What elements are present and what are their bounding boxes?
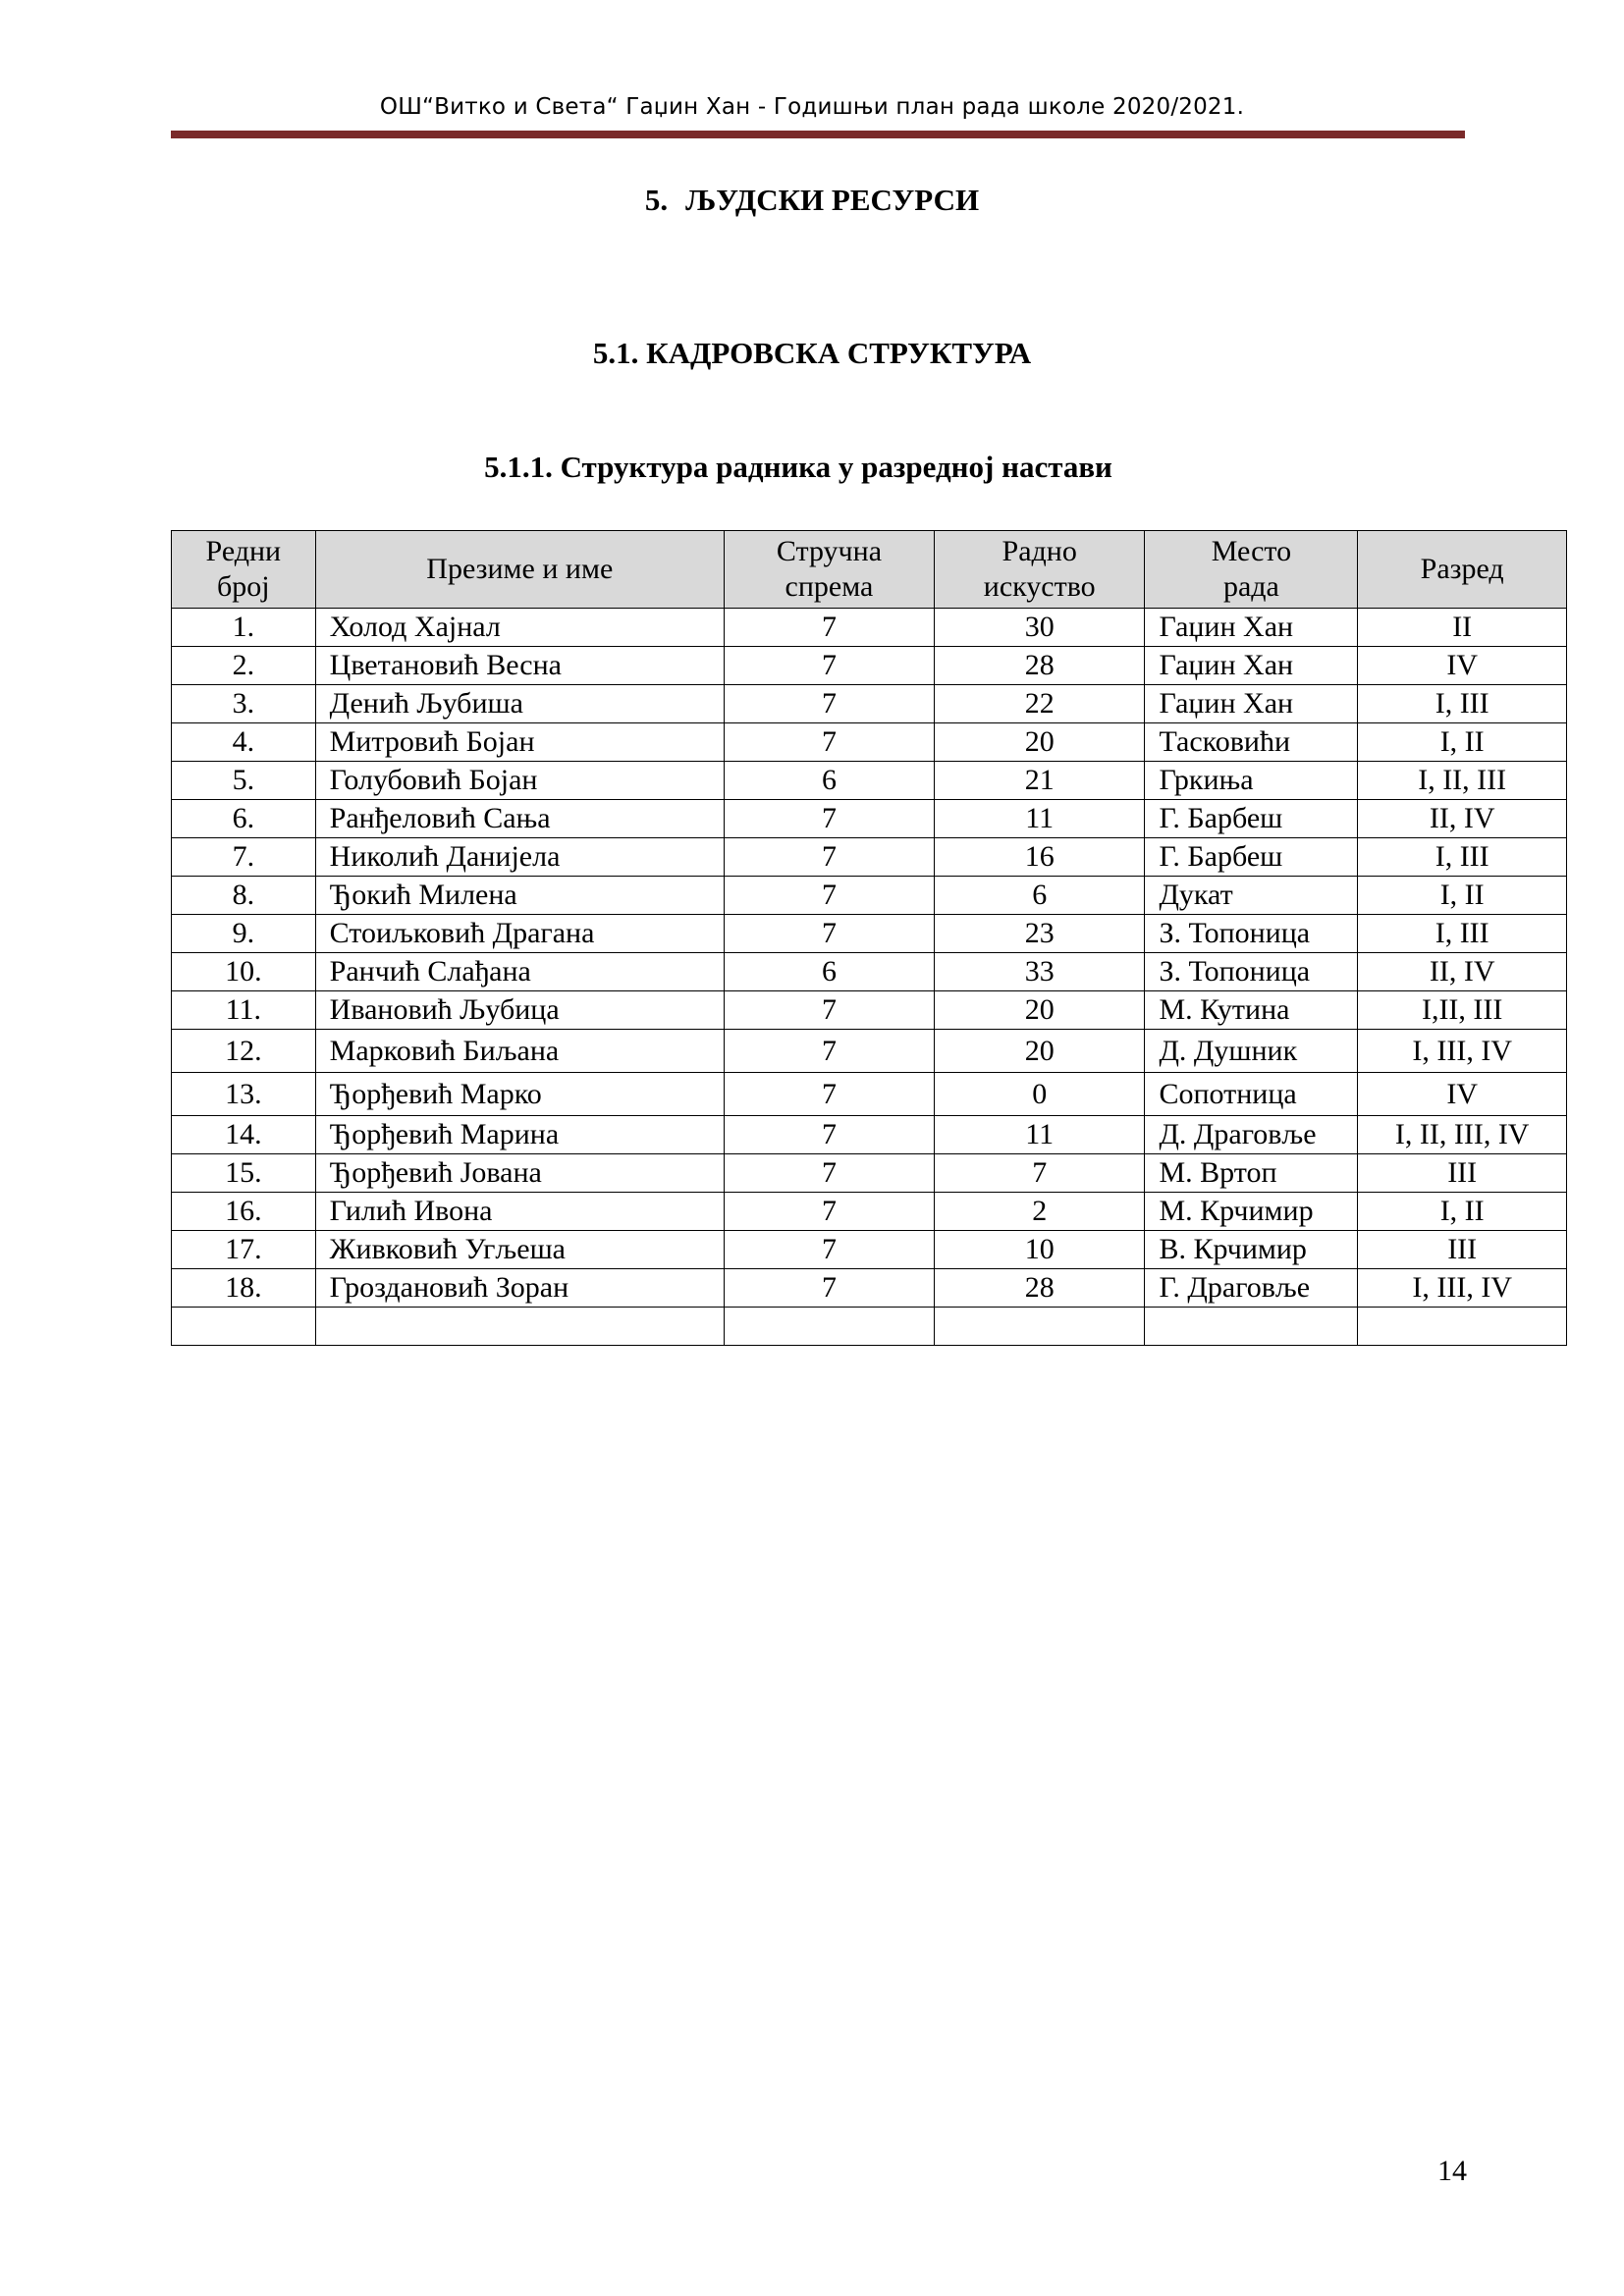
cell-workplace: Д. Драговље bbox=[1145, 1116, 1358, 1154]
cell-education: 7 bbox=[724, 838, 934, 877]
running-header: ОШ“Витко и Света“ Гаџин Хан - Годишњи план рада школе 2020/2021. bbox=[379, 94, 1245, 120]
cell-grade: I, II bbox=[1358, 723, 1567, 762]
cell-grade: I,II, III bbox=[1358, 991, 1567, 1030]
cell-name: Гилић Ивона bbox=[315, 1193, 724, 1231]
cell-name: Ранђеловић Сања bbox=[315, 800, 724, 838]
cell-num: 11. bbox=[172, 991, 316, 1030]
cell-grade: II, IV bbox=[1358, 800, 1567, 838]
cell-workplace: М. Вртоп bbox=[1145, 1154, 1358, 1193]
table-row bbox=[172, 991, 1567, 1030]
cell-experience: 11 bbox=[934, 800, 1145, 838]
cell-grade: I, III, IV bbox=[1358, 1269, 1567, 1308]
cell-name: Голубовић Бојан bbox=[315, 762, 724, 800]
cell-experience: 11 bbox=[934, 1116, 1145, 1154]
cell-education: 7 bbox=[724, 1231, 934, 1269]
cell-grade: I, III bbox=[1358, 838, 1567, 877]
cell-education: 7 bbox=[724, 1030, 934, 1073]
cell-education: 7 bbox=[724, 800, 934, 838]
cell-name: Ђокић Милена bbox=[315, 877, 724, 915]
cell-experience: 2 bbox=[934, 1193, 1145, 1231]
cell-experience: 30 bbox=[934, 609, 1145, 647]
cell-workplace: З. Топоница bbox=[1145, 953, 1358, 991]
cell-num: 2. bbox=[172, 647, 316, 685]
cell-grade: I, II bbox=[1358, 1193, 1567, 1231]
cell-education: 6 bbox=[724, 762, 934, 800]
cell-workplace: Г. Барбеш bbox=[1145, 838, 1358, 877]
cell-education: 7 bbox=[724, 1269, 934, 1308]
cell-num: 5. bbox=[172, 762, 316, 800]
cell-name bbox=[315, 1308, 724, 1346]
cell-num: 17. bbox=[172, 1231, 316, 1269]
cell-education: 7 bbox=[724, 609, 934, 647]
cell-name: Николић Данијела bbox=[315, 838, 724, 877]
cell-num: 13. bbox=[172, 1073, 316, 1116]
table-row bbox=[172, 647, 1567, 685]
table-row bbox=[172, 1030, 1567, 1073]
cell-experience: 20 bbox=[934, 991, 1145, 1030]
cell-grade bbox=[1358, 1308, 1567, 1346]
cell-education: 7 bbox=[724, 877, 934, 915]
cell-experience: 21 bbox=[934, 762, 1145, 800]
cell-experience: 33 bbox=[934, 953, 1145, 991]
table-header-row bbox=[172, 531, 1567, 609]
cell-education: 7 bbox=[724, 685, 934, 723]
cell-name: Стоиљковић Драгана bbox=[315, 915, 724, 953]
cell-education: 7 bbox=[724, 647, 934, 685]
cell-experience: 10 bbox=[934, 1231, 1145, 1269]
cell-num: 9. bbox=[172, 915, 316, 953]
cell-name: Марковић Биљана bbox=[315, 1030, 724, 1073]
header-rule bbox=[171, 131, 1465, 138]
cell-education: 7 bbox=[724, 915, 934, 953]
table-row bbox=[172, 915, 1567, 953]
cell-grade: I, III, IV bbox=[1358, 1030, 1567, 1073]
table-row bbox=[172, 1269, 1567, 1308]
table-row bbox=[172, 723, 1567, 762]
cell-name: Холод Хајнал bbox=[315, 609, 724, 647]
cell-num bbox=[172, 1308, 316, 1346]
cell-num: 14. bbox=[172, 1116, 316, 1154]
header-num: Редни број bbox=[172, 531, 316, 609]
cell-name: Денић Љубиша bbox=[315, 685, 724, 723]
cell-workplace: Тасковићи bbox=[1145, 723, 1358, 762]
cell-experience: 20 bbox=[934, 723, 1145, 762]
cell-workplace: Гаџин Хан bbox=[1145, 647, 1358, 685]
cell-name: Ђорђевић Марко bbox=[315, 1073, 724, 1116]
cell-workplace: Сопотница bbox=[1145, 1073, 1358, 1116]
cell-grade: III bbox=[1358, 1154, 1567, 1193]
cell-experience: 28 bbox=[934, 1269, 1145, 1308]
cell-experience bbox=[934, 1308, 1145, 1346]
cell-education: 7 bbox=[724, 1154, 934, 1193]
cell-education: 7 bbox=[724, 1193, 934, 1231]
table-row bbox=[172, 953, 1567, 991]
cell-experience: 20 bbox=[934, 1030, 1145, 1073]
cell-name: Ивановић Љубица bbox=[315, 991, 724, 1030]
cell-education bbox=[724, 1308, 934, 1346]
cell-workplace: Гаџин Хан bbox=[1145, 685, 1358, 723]
cell-education: 7 bbox=[724, 1116, 934, 1154]
cell-workplace: Г. Барбеш bbox=[1145, 800, 1358, 838]
cell-grade: I, II, III bbox=[1358, 762, 1567, 800]
cell-education: 6 bbox=[724, 953, 934, 991]
header-experience: Радно искуство bbox=[934, 531, 1145, 609]
table-row bbox=[172, 838, 1567, 877]
cell-experience: 23 bbox=[934, 915, 1145, 953]
cell-name: Ђорђевић Марина bbox=[315, 1116, 724, 1154]
cell-grade: I, II, III, IV bbox=[1358, 1116, 1567, 1154]
cell-num: 8. bbox=[172, 877, 316, 915]
table-row bbox=[172, 877, 1567, 915]
cell-num: 12. bbox=[172, 1030, 316, 1073]
cell-num: 4. bbox=[172, 723, 316, 762]
table-row bbox=[172, 609, 1567, 647]
table-row bbox=[172, 800, 1567, 838]
cell-workplace: М. Крчимир bbox=[1145, 1193, 1358, 1231]
cell-education: 7 bbox=[724, 1073, 934, 1116]
cell-name: Ђорђевић Јована bbox=[315, 1154, 724, 1193]
cell-num: 15. bbox=[172, 1154, 316, 1193]
header-education: Стручна спрема bbox=[724, 531, 934, 609]
header-name: Презиме и име bbox=[315, 531, 724, 609]
cell-workplace: Гркиња bbox=[1145, 762, 1358, 800]
table-row bbox=[172, 1116, 1567, 1154]
cell-grade: IV bbox=[1358, 647, 1567, 685]
cell-num: 18. bbox=[172, 1269, 316, 1308]
cell-workplace: Г. Драговље bbox=[1145, 1269, 1358, 1308]
cell-num: 10. bbox=[172, 953, 316, 991]
cell-num: 1. bbox=[172, 609, 316, 647]
cell-workplace: Д. Душник bbox=[1145, 1030, 1358, 1073]
cell-num: 6. bbox=[172, 800, 316, 838]
chapter-title: ЉУДСКИ РЕСУРСИ bbox=[685, 183, 980, 217]
cell-name: Цветановић Весна bbox=[315, 647, 724, 685]
cell-num: 7. bbox=[172, 838, 316, 877]
cell-workplace: Гаџин Хан bbox=[1145, 609, 1358, 647]
cell-name: Грoздановић Зоран bbox=[315, 1269, 724, 1308]
table-row bbox=[172, 685, 1567, 723]
cell-experience: 6 bbox=[934, 877, 1145, 915]
subsection-heading: 5.1.1. Структура радника у разредној настави bbox=[484, 450, 1112, 484]
cell-grade: I, II bbox=[1358, 877, 1567, 915]
cell-experience: 22 bbox=[934, 685, 1145, 723]
header-grade: Разред bbox=[1358, 531, 1567, 609]
cell-workplace bbox=[1145, 1308, 1358, 1346]
chapter-heading bbox=[0, 183, 1624, 218]
cell-experience: 28 bbox=[934, 647, 1145, 685]
cell-experience: 16 bbox=[934, 838, 1145, 877]
cell-grade: III bbox=[1358, 1231, 1567, 1269]
page-number: 14 bbox=[1437, 2155, 1467, 2187]
cell-education: 7 bbox=[724, 723, 934, 762]
header-workplace: Место рада bbox=[1145, 531, 1358, 609]
cell-name: Митровић Бојан bbox=[315, 723, 724, 762]
table-row bbox=[172, 1154, 1567, 1193]
cell-workplace: М. Кутина bbox=[1145, 991, 1358, 1030]
cell-grade: I, III bbox=[1358, 685, 1567, 723]
staff-table bbox=[171, 530, 1567, 1346]
table-row bbox=[172, 1231, 1567, 1269]
cell-workplace: В. Крчимир bbox=[1145, 1231, 1358, 1269]
cell-num: 3. bbox=[172, 685, 316, 723]
table-row bbox=[172, 1193, 1567, 1231]
cell-name: Живковић Угљеша bbox=[315, 1231, 724, 1269]
cell-experience: 0 bbox=[934, 1073, 1145, 1116]
cell-education: 7 bbox=[724, 991, 934, 1030]
cell-experience: 7 bbox=[934, 1154, 1145, 1193]
table-row-empty bbox=[172, 1308, 1567, 1346]
chapter-number: 5. bbox=[644, 183, 669, 217]
cell-grade: II bbox=[1358, 609, 1567, 647]
section-heading: 5.1. КАДРОВСКА СТРУКТУРА bbox=[592, 336, 1032, 370]
cell-workplace: З. Топоница bbox=[1145, 915, 1358, 953]
cell-grade: IV bbox=[1358, 1073, 1567, 1116]
cell-grade: I, III bbox=[1358, 915, 1567, 953]
table-row bbox=[172, 1073, 1567, 1116]
cell-name: Ранчић Слађана bbox=[315, 953, 724, 991]
cell-grade: II, IV bbox=[1358, 953, 1567, 991]
table-row bbox=[172, 762, 1567, 800]
cell-num: 16. bbox=[172, 1193, 316, 1231]
cell-workplace: Дукат bbox=[1145, 877, 1358, 915]
